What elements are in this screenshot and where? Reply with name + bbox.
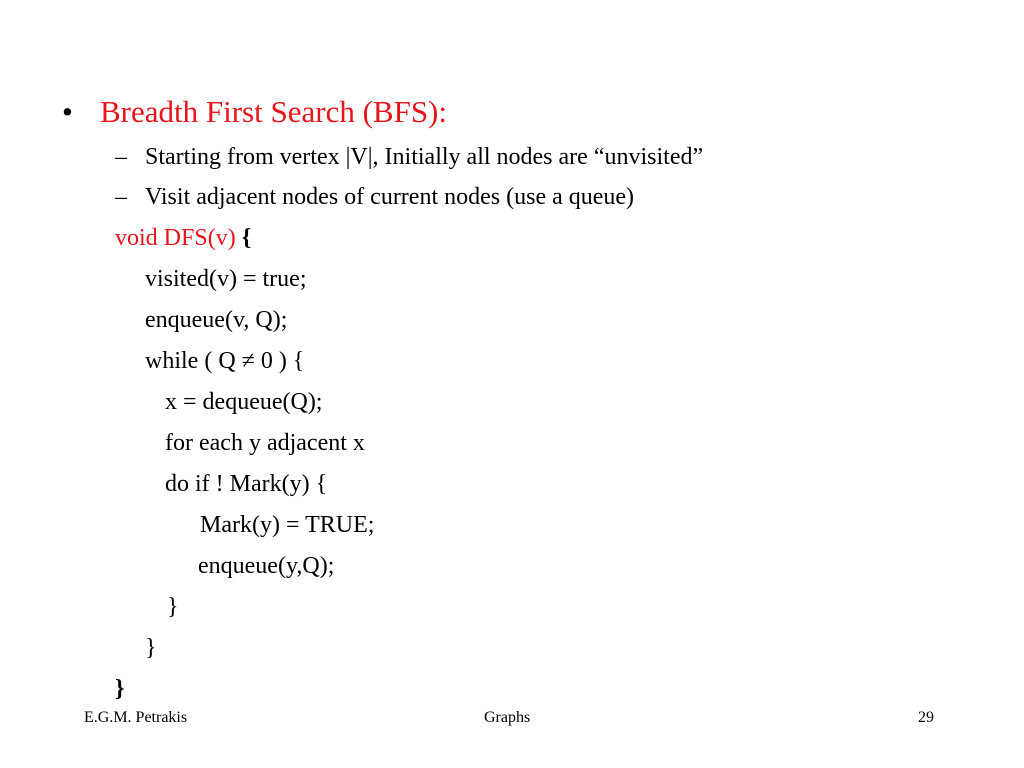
code-line: Mark(y) = TRUE; [200, 512, 375, 538]
footer-page-number: 29 [918, 709, 934, 726]
bullet-heading [62, 92, 447, 132]
code-line: visited(v) = true; [145, 266, 307, 292]
code-line: } [167, 594, 179, 620]
code-open-brace: { [241, 225, 252, 251]
footer-author: E.G.M. Petrakis [84, 709, 188, 726]
sub-item [115, 141, 703, 173]
code-signature-line [115, 222, 251, 254]
code-line: } [145, 635, 157, 661]
code-line: while ( Q ≠ 0 ) { [145, 348, 305, 374]
code-line: enqueue(y,Q); [198, 553, 335, 579]
bullet-icon: • [62, 94, 73, 129]
footer-topic: Graphs [484, 709, 531, 726]
dash-icon: – [115, 184, 127, 210]
slide-title: Breadth First Search (BFS): [100, 94, 447, 129]
code-line: do if ! Mark(y) { [165, 471, 328, 497]
code-signature: void DFS(v) [115, 225, 236, 251]
sub-item-text: Visit adjacent nodes of current nodes (use a queue) [145, 184, 635, 210]
code-close-brace: } [115, 676, 125, 702]
dash-icon: – [115, 144, 127, 170]
sub-item [115, 181, 634, 213]
code-line: enqueue(v, Q); [145, 307, 288, 333]
code-line: x = dequeue(Q); [165, 389, 323, 415]
sub-item-text: Starting from vertex |V|, Initially all nodes are “unvisited” [145, 144, 704, 170]
code-line: for each y adjacent x [165, 430, 365, 456]
